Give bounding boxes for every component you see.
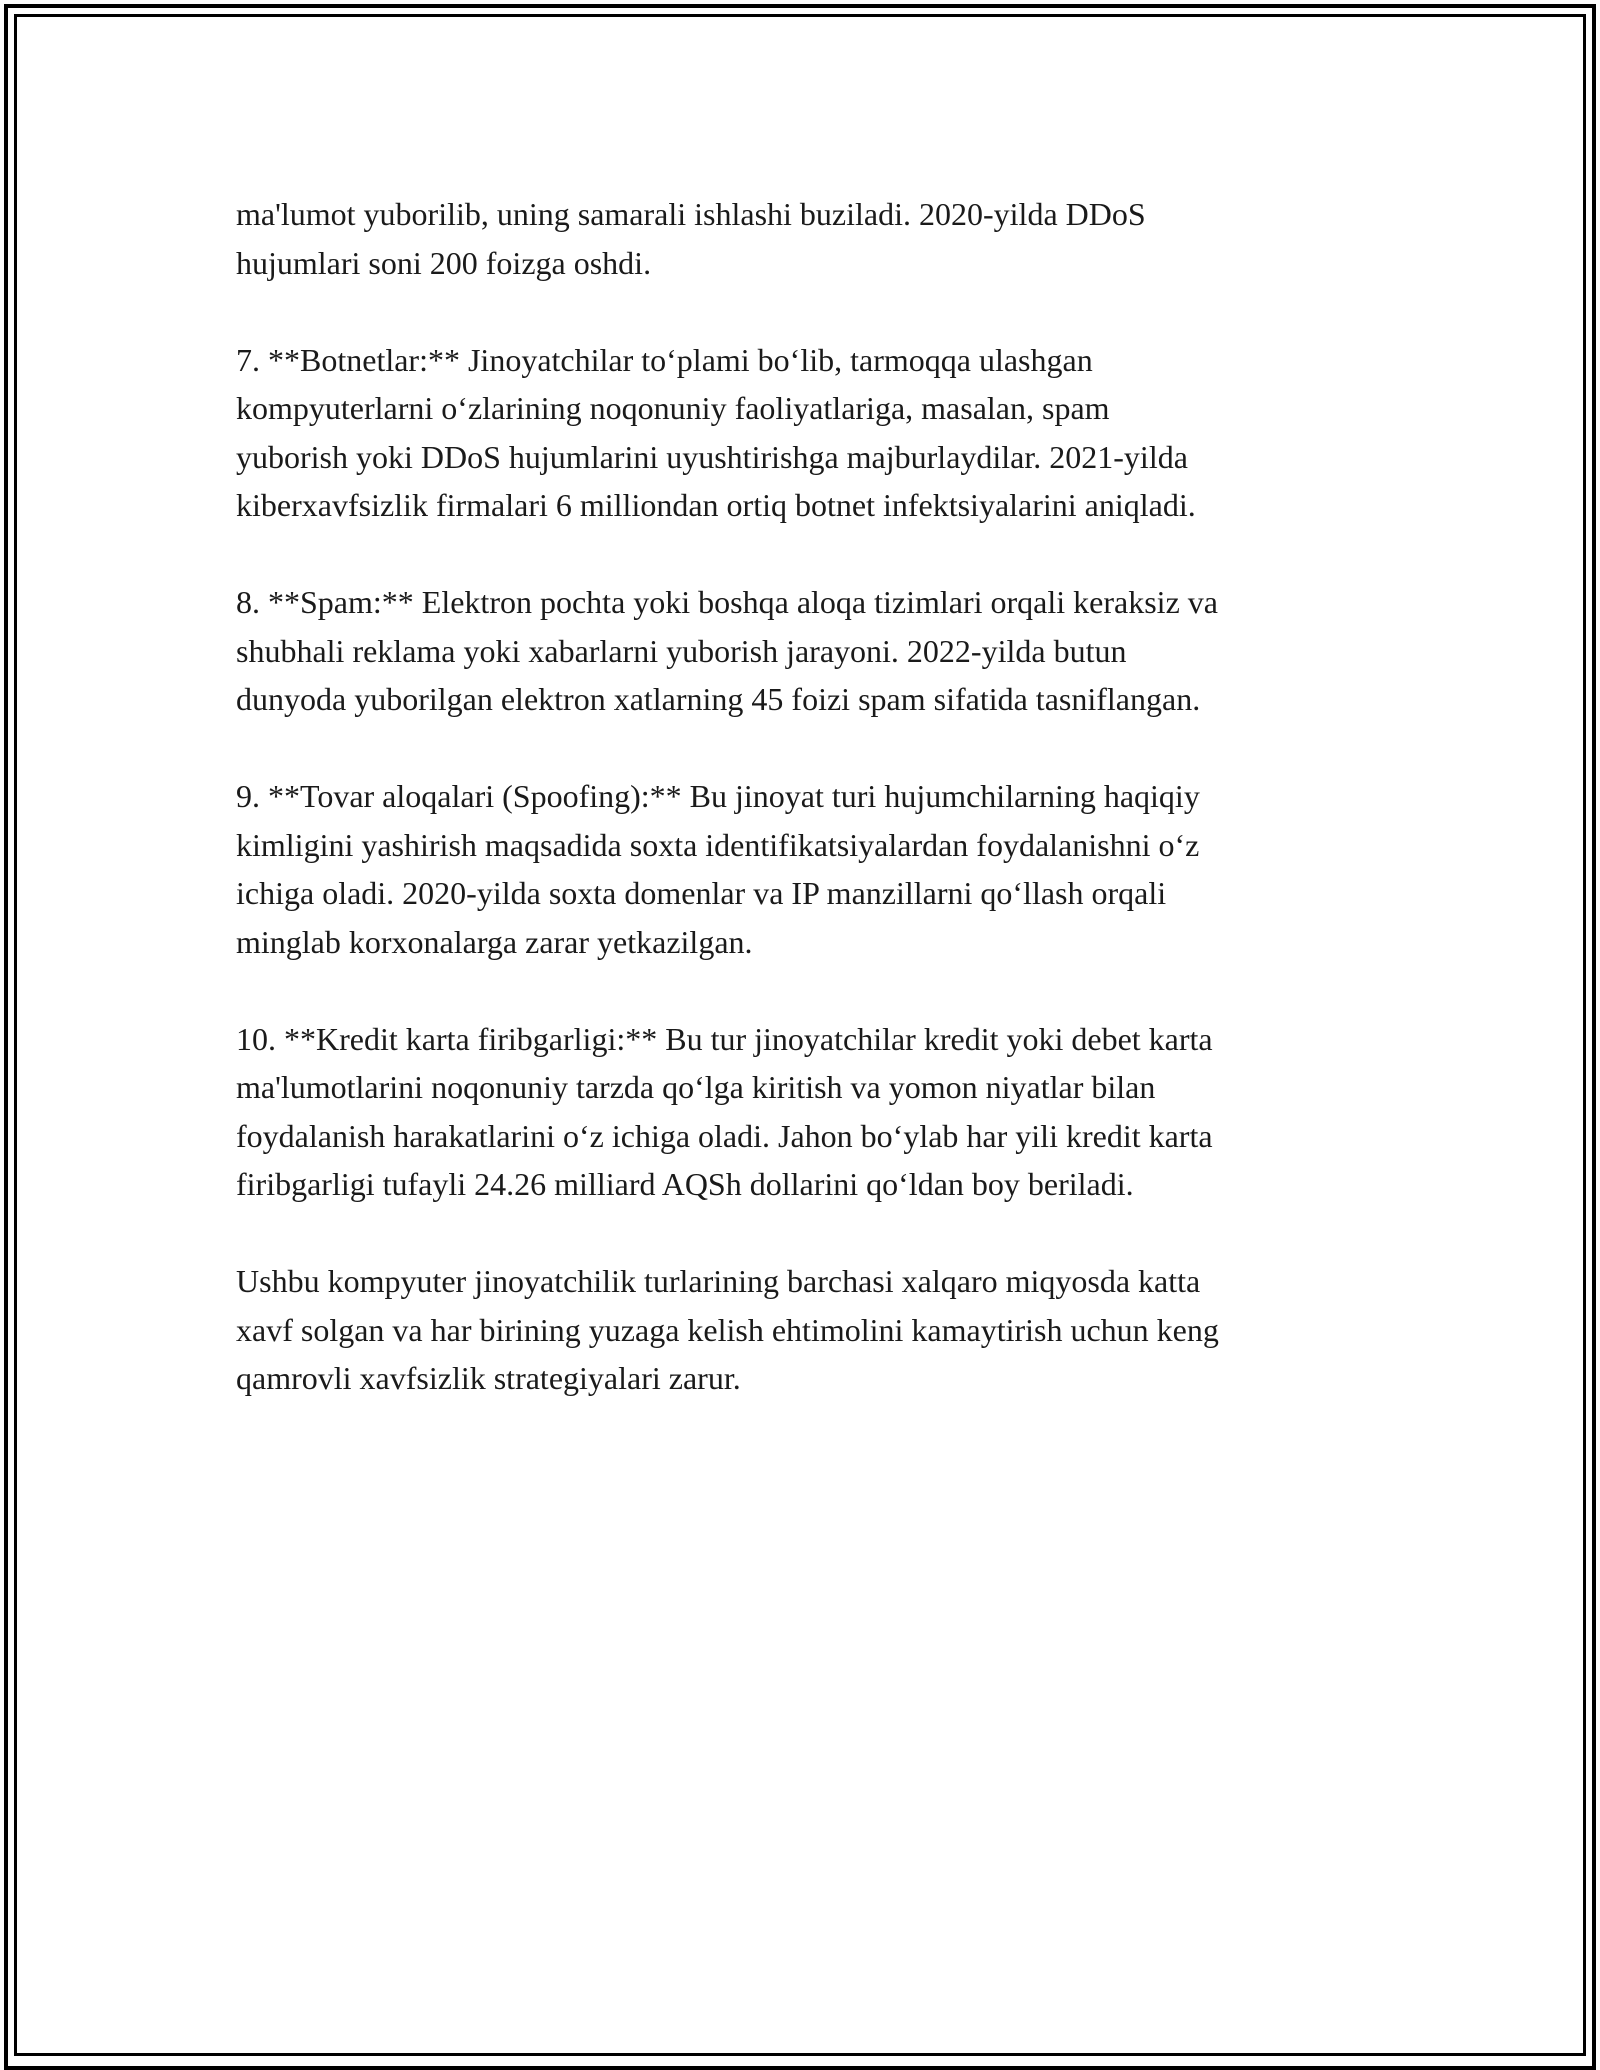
paragraph-spoofing: 9. **Tovar aloqalari (Spoofing):** Bu jinoyat turi hujumchilarning haqiqiy kimligini yashirish maqsadida soxta identifikatsiyalardan foydalanishni o‘z ichiga oladi. 2020-yilda soxta domenlar va IP manzillarni qo‘llash orqali minglab korxonalarga zarar yetkazilgan. [236,778,1200,960]
paragraph-credit-card-fraud: 10. **Kredit karta firibgarligi:** Bu tur jinoyatchilar kredit yoki debet karta ma'lumotlarini noqonuniy tarzda qo‘lga kiritish va yomon niyatlar bilan foydalanish harakatlarini o‘z ichiga oladi. Jahon bo‘ylab har yili kredit karta firibgarligi tufayli 24.26 milliard AQSh dollarini qo‘ldan boy beriladi. [236,1020,1213,1202]
paragraph-ddos-continuation: ma'lumot yuborilib, uning samarali ishlashi buziladi. 2020-yilda DDoS hujumlari soni 200 foizga oshdi. [236,196,1146,281]
document-body [236,190,1376,1451]
paragraph-conclusion: Ushbu kompyuter jinoyatchilik turlarining barchasi xalqaro miqyosda katta xavf solgan va har birining yuzaga kelish ehtimolini kamaytirish uchun keng qamrovli xavfsizlik strategiyalari zarur. [236,1263,1219,1396]
paragraph-spam: 8. **Spam:** Elektron pochta yoki boshqa aloqa tizimlari orqali keraksiz va shubhali reklama yoki xabarlarni yuborish jarayoni. 2022-yilda butun dunyoda yuborilgan elektron xatlarning 45 foizi spam sifatida tasniflangan. [236,584,1218,717]
paragraph-botnets: 7. **Botnetlar:** Jinoyatchilar to‘plami bo‘lib, tarmoqqa ulashgan kompyuterlarni o‘zlarining noqonuniy faoliyatlariga, masalan, spam yuborish yoki DDoS hujumlarini uyushtirishga majburlaydilar. 2021-yilda kiberxavfsizlik firmalari 6 milliondan ortiq botnet infektsiyalarini aniqladi. [236,341,1196,523]
